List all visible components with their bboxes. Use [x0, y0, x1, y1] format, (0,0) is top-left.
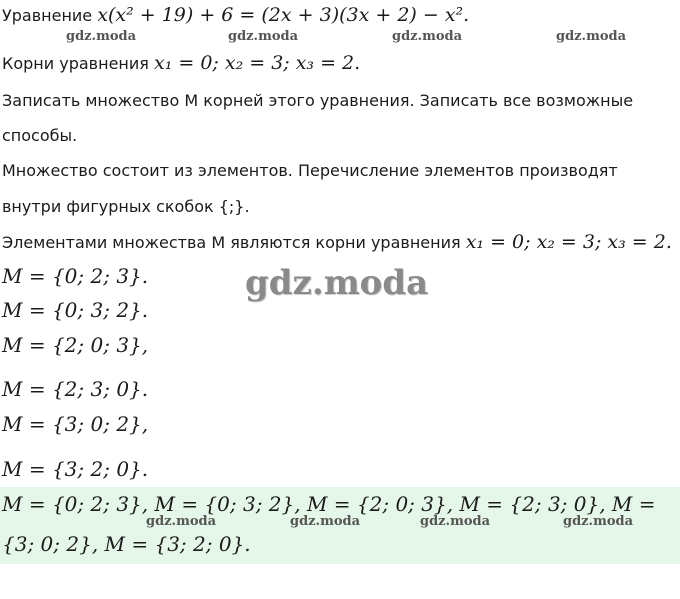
watermark: gdz.moda — [290, 514, 361, 529]
equation-line — [2, 4, 469, 26]
watermark: gdz.moda — [66, 29, 137, 44]
roots-formula: x₁ = 0; x₂ = 3; x₃ = 2. — [154, 52, 361, 74]
set-line-6: M = {3; 2; 0}. — [2, 457, 149, 481]
elements-formula: x₁ = 0; x₂ = 3; x₃ = 2. — [465, 231, 672, 253]
roots-line — [2, 52, 360, 74]
set-line-4: M = {2; 3; 0}. — [2, 377, 149, 401]
watermark: gdz.moda — [563, 514, 634, 529]
equation-prefix: Уравнение — [2, 6, 93, 25]
answer-line-2: {3; 0; 2}, M = {3; 2; 0}. — [2, 532, 251, 556]
elements-prefix: Элементами множества M являются корни уравнения — [2, 233, 461, 252]
watermark-large: gdz.moda — [245, 263, 429, 303]
watermark: gdz.moda — [228, 29, 299, 44]
equation-formula: x(x² + 19) + 6 = (2x + 3)(3x + 2) − x². — [97, 4, 470, 26]
set-line-2: M = {0; 3; 2}. — [2, 298, 149, 322]
set-line-3: M = {2; 0; 3}, — [2, 333, 149, 357]
answer-block — [0, 487, 680, 564]
explanation-line-1: Множество состоит из элементов. Перечисление элементов производят — [2, 161, 618, 180]
task-line-2: способы. — [2, 126, 78, 145]
answer-line-1: M = {0; 2; 3}, M = {0; 3; 2}, M = {2; 0; 3}, M = {2; 3; 0}, M = — [2, 492, 656, 516]
watermark: gdz.moda — [420, 514, 491, 529]
set-line-1: M = {0; 2; 3}. — [2, 264, 149, 288]
watermark: gdz.moda — [392, 29, 463, 44]
task-line-1: Записать множество M корней этого уравнения. Записать все возможные — [2, 91, 634, 110]
set-line-5: M = {3; 0; 2}, — [2, 412, 149, 436]
watermark: gdz.moda — [146, 514, 217, 529]
roots-prefix: Корни уравнения — [2, 54, 149, 73]
elements-line — [2, 231, 672, 253]
watermark: gdz.moda — [556, 29, 627, 44]
explanation-line-2: внутри фигурных скобок {;}. — [2, 197, 250, 216]
